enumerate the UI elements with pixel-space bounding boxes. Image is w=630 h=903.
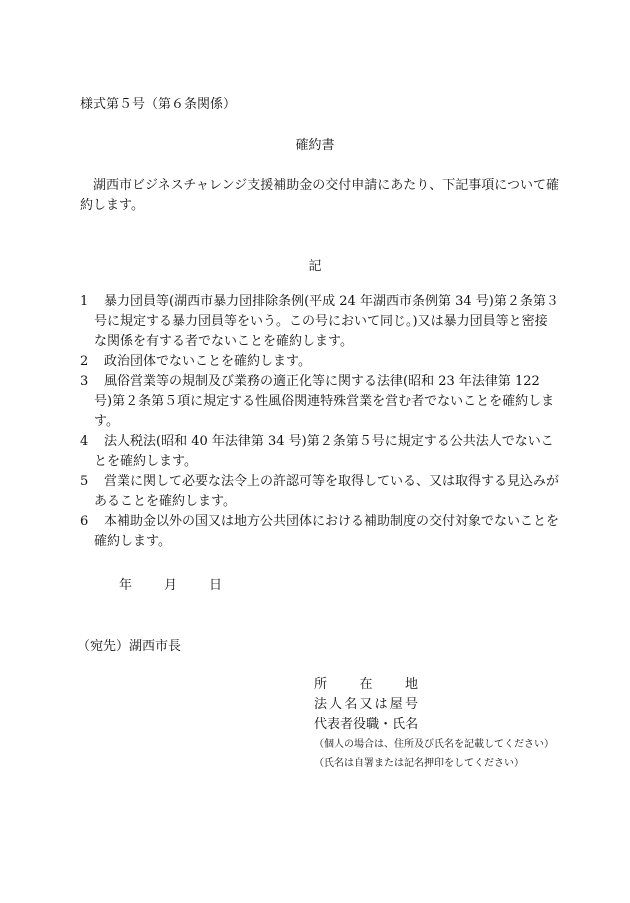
ki-heading: 記 xyxy=(308,259,322,274)
pledge-item xyxy=(80,472,560,512)
name-row xyxy=(314,695,554,715)
pledge-item xyxy=(80,432,560,472)
pledge-item-text: 暴力団員等(湖西市暴力団排除条例(平成 24 年湖西市条例第 34 号)第２条第３号に規定する暴力団員等をいう。この号において同じ。)又は暴力団員等と密接な関係を有する者でないことを確約します。 xyxy=(94,294,559,349)
pledge-item xyxy=(80,372,560,432)
pledge-item-number: 6 xyxy=(80,514,89,529)
pledge-list xyxy=(80,292,560,552)
addressee: （宛先）湖西市長 xyxy=(77,639,182,654)
signature-note: （氏名は自署または記名押印をしてください） xyxy=(314,758,524,769)
address-row xyxy=(314,675,554,695)
pledge-item-number: 5 xyxy=(80,474,89,489)
pledge-item-number: 2 xyxy=(80,354,89,369)
address-label: 所 在 地 xyxy=(314,677,418,692)
pledge-item-number: 3 xyxy=(80,374,89,389)
company-name-label: 法 人 名 又 は 屋 号 xyxy=(314,697,418,712)
pledge-item-text: 営業に関して必要な法令上の許認可等を取得している、又は取得する見込みがあることを確約します。 xyxy=(94,474,560,509)
form-number: 様式第５号（第６条関係） xyxy=(80,97,237,112)
date-month-label: 月 xyxy=(164,578,178,593)
pledge-item-text: 本補助金以外の国又は地方公共団体における補助制度の交付対象でないことを確約します。 xyxy=(94,514,560,549)
representative-row xyxy=(314,715,554,735)
intro-paragraph: 湖西市ビジネスチャレンジ支援補助金の交付申請にあたり、下記事項について確約します。 xyxy=(80,178,560,213)
document-title: 確約書 xyxy=(295,138,335,153)
pledge-item-number: 4 xyxy=(80,434,89,449)
pledge-item xyxy=(80,352,560,372)
representative-label: 代 表 者 役 職 ・ 氏 名 xyxy=(314,717,419,732)
individual-note: （個人の場合は、住所及び氏名を記載してください） xyxy=(314,739,554,750)
pledge-item-text: 法人税法(昭和 40 年法律第 34 号)第２条第５号に規定する公共法人でないことを確約します。 xyxy=(94,434,554,469)
pledge-item xyxy=(80,292,560,352)
date-day-label: 日 xyxy=(209,578,223,593)
pledge-item-number: 1 xyxy=(80,294,89,309)
date-year-label: 年 xyxy=(119,578,133,593)
date-line xyxy=(119,576,222,596)
pledge-item-text: 政治団体でないことを確約します。 xyxy=(104,354,311,369)
applicant-block xyxy=(314,675,554,773)
pledge-item-text: 風俗営業等の規制及び業務の適正化等に関する法律(昭和 23 年法律第 122 号)第２条第５項に規定する性風俗関連特殊営業を営む者でないことを確約します。 xyxy=(94,374,555,429)
pledge-item xyxy=(80,512,560,552)
